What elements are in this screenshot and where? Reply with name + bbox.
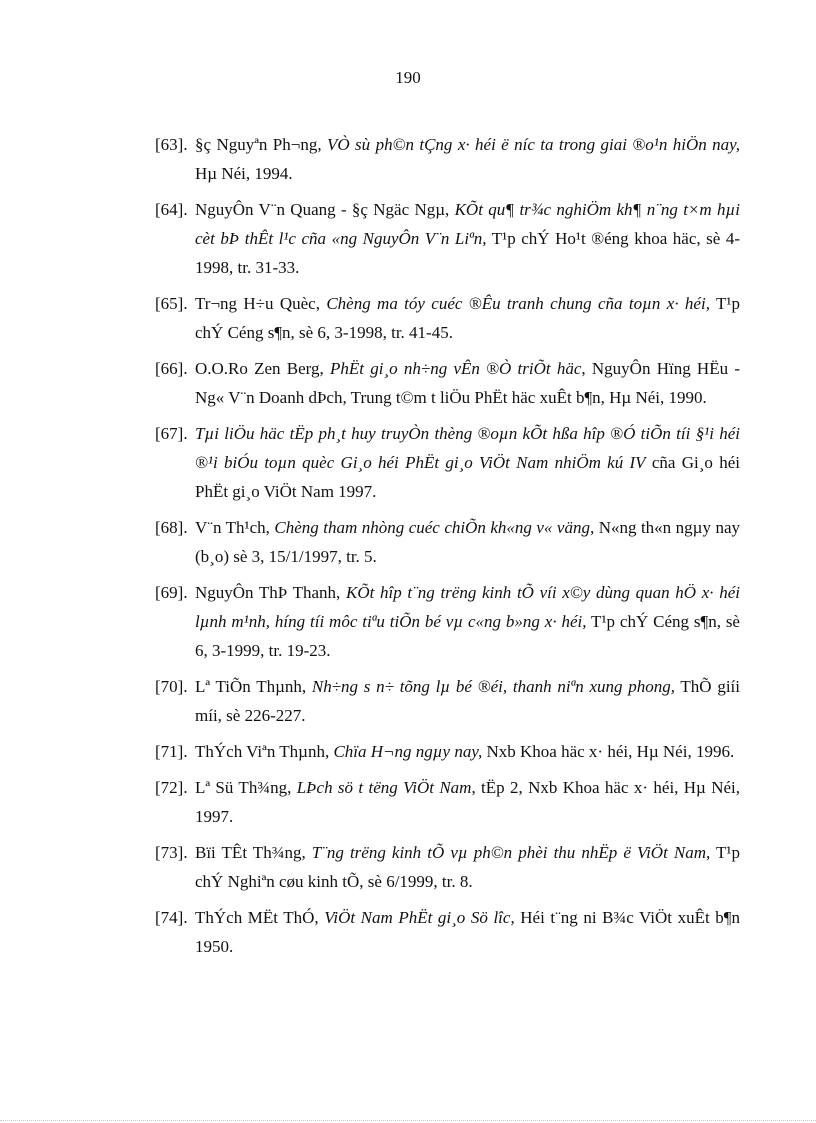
reference-text bbox=[195, 419, 740, 506]
reference-detail: ThÕ giíi míi, sè 226-227. bbox=[195, 677, 740, 725]
reference-title: Chèng ma tóy cuéc ®Êu tranh chung cña toµn x· héi, bbox=[326, 294, 710, 313]
reference-detail: , tËp 2, Nxb Khoa häc x· héi, Hµ Néi, 1997. bbox=[195, 778, 740, 826]
reference-number: [65]. bbox=[155, 294, 188, 313]
reference-title: ViÖt Nam PhËt gi¸o Sö lîc, bbox=[324, 908, 515, 927]
reference-entry bbox=[155, 838, 740, 896]
reference-detail: T¹p chÝ Ho¹t ®éng khoa häc, sè 4-1998, tr. 31-33. bbox=[195, 229, 740, 277]
reference-detail: O.O.Ro Zen Berg, bbox=[195, 359, 331, 378]
reference-detail: Nxb Khoa häc x· héi, Hµ Néi, 1996. bbox=[482, 742, 735, 761]
reference-title: Chèng tham nhòng cuéc chiÕn kh«ng v« väng, bbox=[274, 518, 595, 537]
reference-number: [64]. bbox=[155, 200, 188, 219]
reference-number: [69]. bbox=[155, 583, 188, 602]
reference-detail: §ç Nguyªn Ph¬ng, bbox=[195, 135, 327, 154]
page-number: 190 bbox=[395, 68, 421, 87]
reference-detail: N«ng th«n ngµy nay (b¸o) sè 3, 15/1/1997, tr. 5. bbox=[195, 518, 740, 566]
reference-title: Tµi liÖu häc tËp ph¸t huy truyÒn thèng ®oµn kÕt hßa hîp ®Ó tiÕn tíi §¹i héi ®¹i biÓu toµn quèc Gi¸o héi PhËt gi¸o ViÖt Nam nhiÖm kú IV bbox=[195, 424, 740, 472]
reference-entry bbox=[155, 130, 740, 188]
reference-detail: Tr¬ng H÷u Quèc, bbox=[195, 294, 327, 313]
reference-entry bbox=[155, 195, 740, 282]
reference-detail: Lª TiÕn Thµnh, bbox=[195, 677, 312, 696]
reference-number: [66]. bbox=[155, 359, 188, 378]
reference-number: [63]. bbox=[155, 135, 188, 154]
reference-text bbox=[195, 130, 740, 188]
reference-text bbox=[195, 578, 740, 665]
reference-title: LÞch sö t tëng ViÖt Nam bbox=[296, 778, 472, 797]
reference-entry bbox=[155, 672, 740, 730]
reference-detail: V¨n Th¹ch, bbox=[195, 518, 275, 537]
reference-detail: ThÝch Viªn Thµnh, bbox=[195, 742, 334, 761]
reference-number: [70]. bbox=[155, 677, 188, 696]
reference-detail: Héi t¨ng ni B¾c ViÖt xuÊt b¶n 1950. bbox=[195, 908, 740, 956]
reference-detail: T¹p chÝ Céng s¶n, sè 6, 3-1999, tr. 19-23. bbox=[195, 612, 740, 660]
reference-detail: NguyÔn V¨n Quang - §ç Ngäc Ngµ, bbox=[195, 200, 455, 219]
reference-detail: Bïi TÊt Th¾ng, bbox=[195, 843, 312, 862]
reference-number: [74]. bbox=[155, 908, 188, 927]
reference-text bbox=[195, 838, 740, 896]
reference-entry bbox=[155, 737, 740, 766]
reference-text bbox=[195, 289, 740, 347]
reference-title: PhËt gi¸o nh÷ng vÊn ®Ò triÕt häc bbox=[330, 359, 582, 378]
reference-text bbox=[195, 195, 740, 282]
reference-number: [73]. bbox=[155, 843, 188, 862]
reference-number: [68]. bbox=[155, 518, 188, 537]
reference-detail: , NguyÔn Hïng HËu - Ng« V¨n Doanh dÞch, Trung t©m t liÖu PhËt häc xuÊt b¶n, Hµ Néi, 1990. bbox=[195, 359, 740, 407]
reference-entry bbox=[155, 903, 740, 961]
reference-title: KÕt hîp t¨ng trëng kinh tÕ víi x©y dùng quan hÖ x· héi lµnh m¹nh, híng tíi môc tiªu tiÕn bé vµ c«ng b»ng x· héi, bbox=[195, 583, 740, 631]
reference-title: KÕt qu¶ tr¾c nghiÖm kh¶ n¨ng t×m hµi cèt bÞ thÊt l¹c cña «ng NguyÔn V¨n Liªn, bbox=[195, 200, 741, 248]
reference-detail: T¹p chÝ Céng s¶n, sè 6, 3-1998, tr. 41-45. bbox=[195, 294, 740, 342]
reference-entry bbox=[155, 419, 740, 506]
reference-list bbox=[155, 130, 740, 968]
reference-detail: cña Gi¸o héi PhËt gi¸o ViÖt Nam 1997. bbox=[195, 453, 740, 501]
reference-text bbox=[195, 773, 740, 831]
bottom-divider bbox=[0, 1120, 816, 1121]
reference-title: Chïa H¬ng ngµy nay, bbox=[333, 742, 483, 761]
reference-number: [72]. bbox=[155, 778, 188, 797]
reference-entry bbox=[155, 773, 740, 831]
reference-number: [71]. bbox=[155, 742, 188, 761]
reference-detail: Hµ Néi, 1994. bbox=[195, 164, 293, 183]
reference-entry bbox=[155, 289, 740, 347]
reference-title: Nh÷ng s n÷ tõng lµ bé ®éi, thanh niªn xung phong, bbox=[311, 677, 675, 696]
reference-detail: ThÝch MËt ThÓ, bbox=[195, 908, 325, 927]
reference-entry bbox=[155, 513, 740, 571]
reference-text bbox=[195, 903, 740, 961]
reference-text bbox=[195, 737, 740, 766]
reference-detail: NguyÔn ThÞ Thanh, bbox=[195, 583, 346, 602]
reference-entry bbox=[155, 354, 740, 412]
reference-title: T¨ng trëng kinh tÕ vµ ph©n phèi thu nhËp ë ViÖt Nam, bbox=[311, 843, 711, 862]
reference-entry bbox=[155, 578, 740, 665]
reference-title: VÒ sù ph©n tÇng x· héi ë níc ta trong giai ®o¹n hiÖn nay, bbox=[327, 135, 740, 154]
reference-text bbox=[195, 354, 740, 412]
reference-detail: T¹p chÝ Nghiªn cøu kinh tÕ, sè 6/1999, tr. 8. bbox=[195, 843, 740, 891]
reference-number: [67]. bbox=[155, 424, 188, 443]
reference-detail: Lª Sü Th¾ng, bbox=[195, 778, 297, 797]
reference-text bbox=[195, 513, 740, 571]
reference-text bbox=[195, 672, 740, 730]
